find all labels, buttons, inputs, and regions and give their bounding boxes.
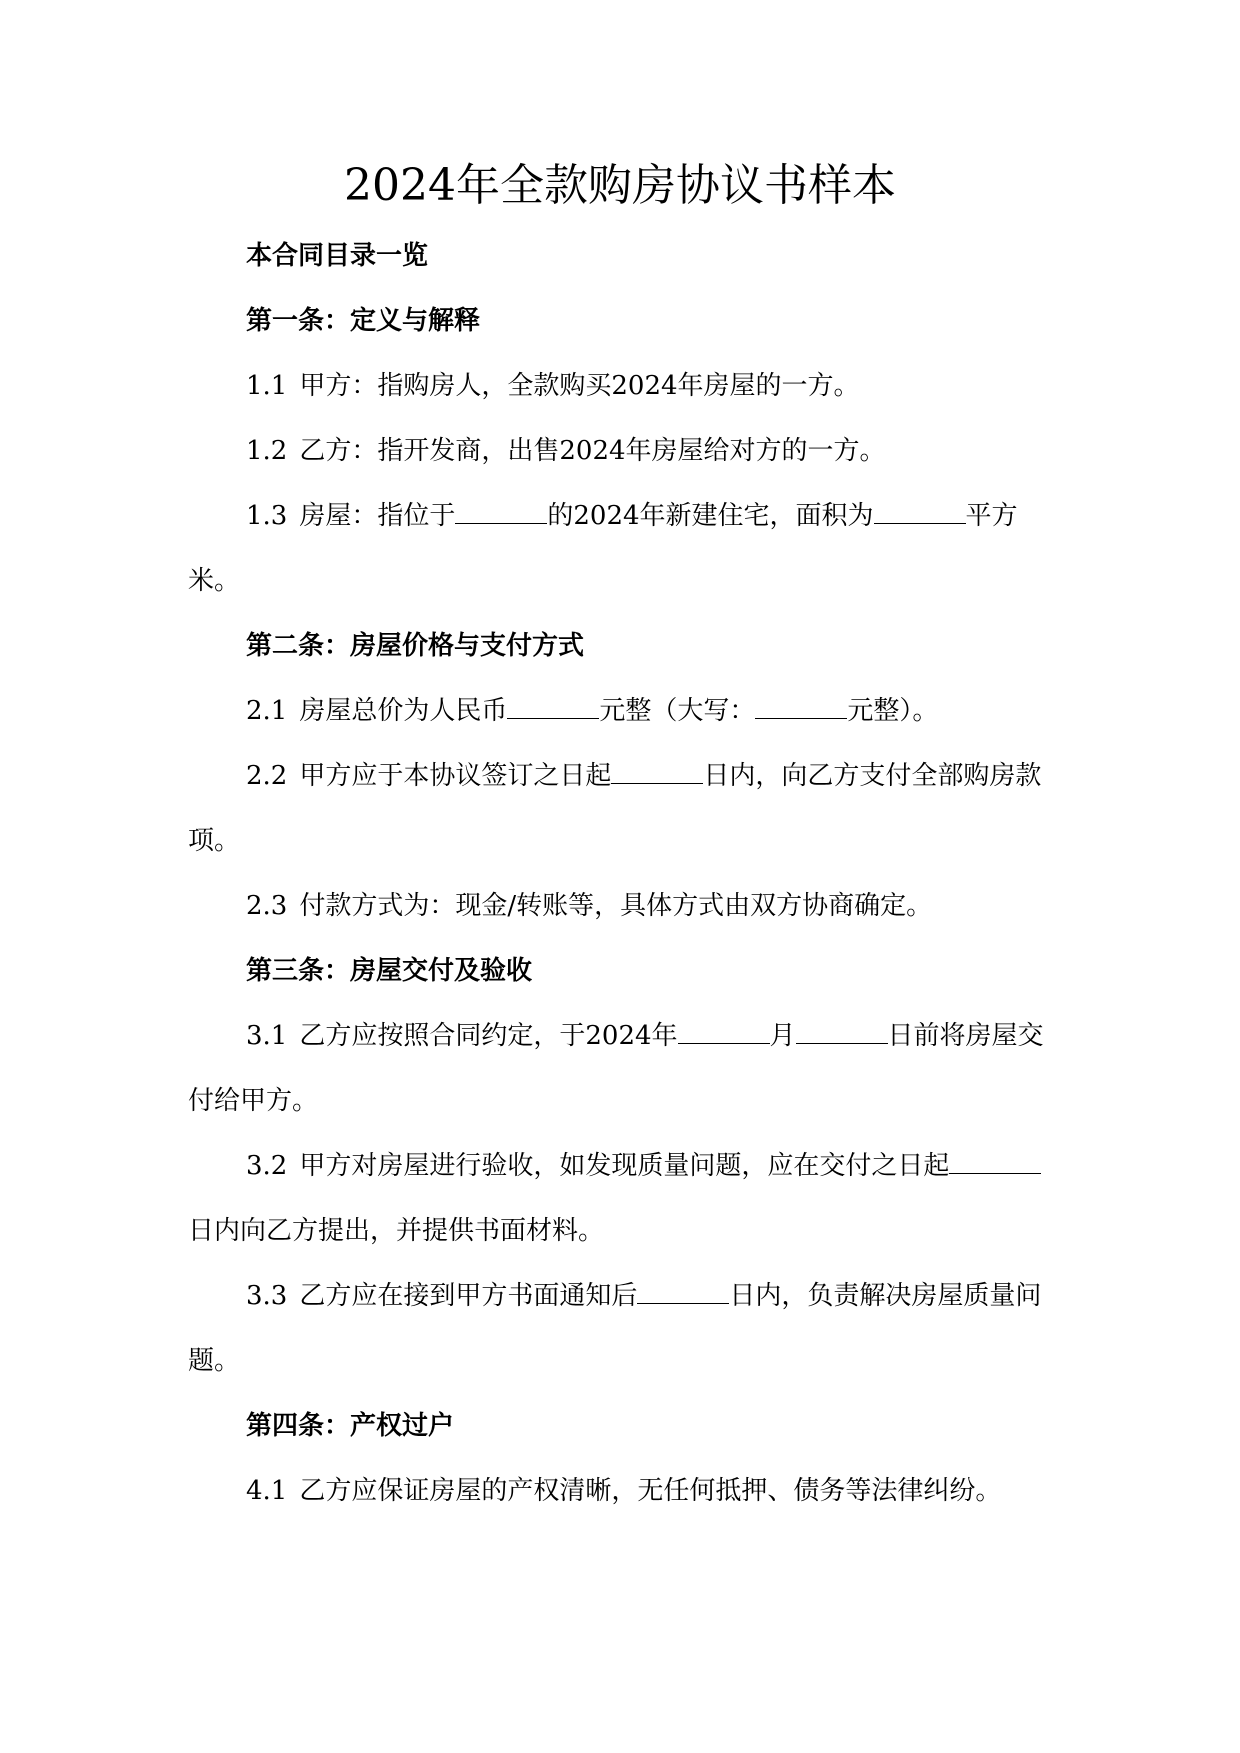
- fill-blank-area[interactable]: [874, 501, 966, 524]
- clause-number: 2.1: [246, 696, 288, 726]
- clause-text: 甲方：指购房人，全款购买2024年房屋的一方。: [299, 371, 860, 401]
- fill-blank-location[interactable]: [455, 501, 547, 524]
- clause-number: 3.2: [246, 1151, 288, 1181]
- clause-text: 房屋：指位于: [299, 501, 456, 531]
- clause-text: 日内向乙方提出，并提供书面材料。: [188, 1216, 605, 1246]
- clause-3-1: [188, 1004, 1054, 1134]
- clause-2-1: [188, 679, 1054, 744]
- clause-text: 甲方应于本协议签订之日起: [299, 761, 612, 791]
- clause-number: 1.1: [246, 371, 288, 401]
- clause-number: 3.3: [246, 1281, 288, 1311]
- clause-text: 乙方应在接到甲方书面通知后: [299, 1281, 638, 1311]
- clause-2-2: [188, 744, 1054, 874]
- clause-text: 房屋总价为人民币: [299, 696, 508, 726]
- fill-blank-month[interactable]: [678, 1021, 770, 1044]
- clause-text: 元整（大写：: [599, 696, 756, 726]
- clause-text: 付款方式为：现金/转账等，具体方式由双方协商确定。: [299, 891, 933, 921]
- fill-blank-price-uppercase[interactable]: [755, 696, 847, 719]
- toc-heading: 本合同目录一览: [246, 241, 429, 271]
- clause-3-3: [188, 1264, 1054, 1394]
- clause-text: 日内，向乙方支付全部购房款项。: [188, 761, 1042, 856]
- fill-blank-days[interactable]: [611, 761, 703, 784]
- clause-number: 2.3: [246, 891, 288, 921]
- clause-text: 的2024年新建住宅，面积为: [547, 501, 874, 531]
- clause-number: 1.3: [246, 501, 288, 531]
- clause-text: 月: [769, 1021, 796, 1051]
- section-heading: 第一条：定义与解释: [246, 306, 481, 336]
- clause-text: 乙方应按照合同约定，于2024年: [299, 1021, 678, 1051]
- clause-3-2: [188, 1134, 1054, 1264]
- document-title: 2024年全款购房协议书样本: [344, 160, 896, 211]
- fill-blank-days[interactable]: [637, 1281, 729, 1304]
- clause-text: 乙方：指开发商，出售2024年房屋给对方的一方。: [299, 436, 886, 466]
- clause-2-3: [188, 874, 1054, 939]
- clause-text: 平方米。: [188, 501, 1018, 596]
- clause-1-1: [188, 354, 1054, 419]
- clause-text: 乙方应保证房屋的产权清晰，无任何抵押、债务等法律纠纷。: [299, 1476, 1002, 1506]
- fill-blank-days[interactable]: [949, 1151, 1041, 1174]
- clause-text: 元整）。: [847, 696, 939, 726]
- clause-4-1: [188, 1459, 1054, 1524]
- clause-number: 4.1: [246, 1476, 288, 1506]
- clause-text: 甲方对房屋进行验收，如发现质量问题，应在交付之日起: [299, 1151, 950, 1181]
- fill-blank-price[interactable]: [507, 696, 599, 719]
- section-heading: 第四条：产权过户: [246, 1411, 455, 1441]
- clause-number: 1.2: [246, 436, 288, 466]
- clause-text: 日前将房屋交付给甲方。: [188, 1021, 1044, 1116]
- section-heading: 第二条：房屋价格与支付方式: [246, 631, 585, 661]
- clause-1-2: [188, 419, 1054, 484]
- clause-1-3: [188, 484, 1054, 614]
- clause-number: 2.2: [246, 761, 288, 791]
- clause-text: 日内，负责解决房屋质量问题。: [188, 1281, 1042, 1376]
- clause-number: 3.1: [246, 1021, 288, 1051]
- fill-blank-day[interactable]: [796, 1021, 888, 1044]
- document-body: [188, 224, 1054, 1524]
- section-heading: 第三条：房屋交付及验收: [246, 956, 533, 986]
